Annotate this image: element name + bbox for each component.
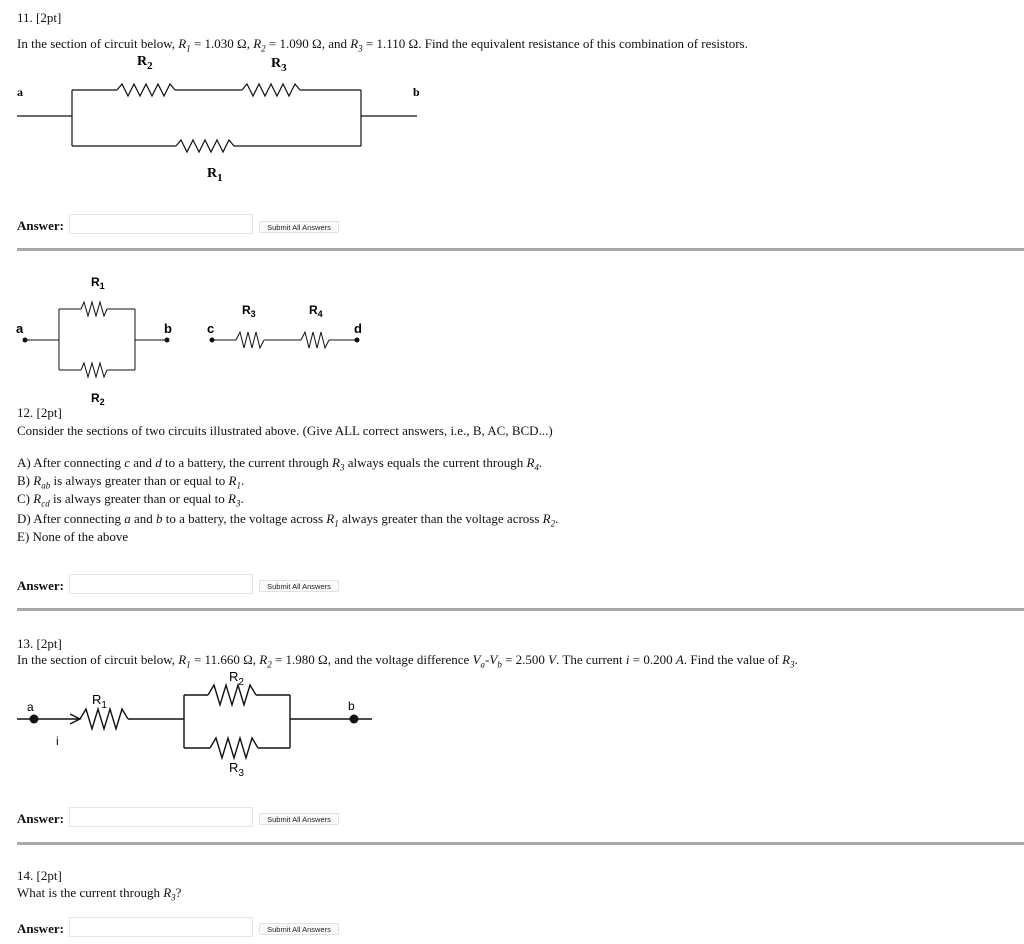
q12-label-r1: $R_1$: [91, 275, 105, 291]
divider-2: [17, 608, 1024, 611]
q13-label-a: a: [27, 700, 34, 714]
q11-submit-button[interactable]: Submit All Answers: [259, 221, 339, 233]
q13-header: 13. [2pt]: [17, 636, 62, 651]
q13-r1-value: 11.660: [204, 652, 240, 667]
q12-option-c: C) $R_{cd}$ is always greater than or equal to $R_3$.: [17, 491, 244, 509]
q11-label-r3: $R_3$: [271, 56, 287, 74]
q12-label-d: d: [354, 321, 362, 336]
q11-r1-value: 1.030: [204, 36, 234, 51]
q12-label-r3: $R_3$: [242, 303, 256, 319]
q13-label-r3: $R_3$: [229, 760, 244, 779]
q13-circuit-diagram: [0, 664, 400, 784]
q11-circuit-diagram: [0, 50, 440, 190]
q12-label-c: c: [207, 321, 215, 336]
divider-3: [17, 842, 1024, 845]
q12-option-a: A) After connecting c and d to a battery, the current through $R_3$ always equals the current through $R_4$.: [17, 455, 543, 473]
q12-option-e: E) None of the above: [17, 529, 129, 544]
q11-r2-value: 1.090: [279, 36, 309, 51]
q13-label-r1: $R_1$: [92, 692, 107, 711]
q12-answer-input[interactable]: [69, 574, 253, 594]
q12-text: Consider the sections of two circuits illustrated above. (Give ALL correct answers, i.e., B, AC, BCD...): [17, 423, 553, 438]
q11-label-r2: $R_2$: [137, 54, 153, 72]
q11-answer-input[interactable]: [69, 214, 253, 234]
q11-answer-label: Answer:: [17, 218, 64, 233]
q11-label-b: b: [413, 85, 420, 99]
q13-answer-input[interactable]: [69, 807, 253, 827]
q12-label-b: b: [164, 321, 172, 336]
q12-label-r4: $R_4$: [309, 303, 323, 319]
q11-label-a: a: [17, 85, 23, 99]
q12-label-a: a: [16, 321, 24, 336]
q13-submit-button[interactable]: Submit All Answers: [259, 813, 339, 825]
q13-r2-value: 1.980: [285, 652, 315, 667]
q12-option-d: D) After connecting a and b to a battery, the voltage across $R_1$ always greater than the voltage across $R_2$.: [17, 511, 559, 529]
q11-text: In the section of circuit below, $R_1 = 1.030$ Ω, $R_2 = 1.090$ Ω, and $R_3 = 1.110$ Ω. Find the equivalent resistance of this combination of resistors.: [17, 36, 748, 54]
divider-1: [17, 248, 1024, 251]
q13-current-value: 0.200: [643, 652, 673, 667]
q14-submit-button[interactable]: Submit All Answers: [259, 923, 339, 935]
q13-label-i: i: [56, 734, 59, 748]
q13-text: In the section of circuit below, $R_1 = 11.660$ Ω, $R_2 = 1.980$ Ω, and the voltage difference $V_a-V_b = 2.500$ V. The current i = 0.200 A. Find the value of $R_3$.: [17, 652, 798, 670]
q14-answer-label: Answer:: [17, 921, 64, 936]
q12-submit-button[interactable]: Submit All Answers: [259, 580, 339, 592]
q13-label-b: b: [348, 699, 355, 713]
q13-label-r2: $R_2$: [229, 669, 244, 688]
q11-r3-value: 1.110: [376, 36, 406, 51]
q14-text: What is the current through $R_3$?: [17, 885, 182, 903]
q11-label-r1: $R_1$: [207, 166, 223, 184]
q13-answer-label: Answer:: [17, 811, 64, 826]
q13-voltage-value: 2.500: [515, 652, 545, 667]
q14-answer-input[interactable]: [69, 917, 253, 937]
q12-answer-label: Answer:: [17, 578, 64, 593]
q12-option-b: B) $R_{ab}$ is always greater than or equal to $R_1$.: [17, 473, 245, 491]
q12-header: 12. [2pt]: [17, 405, 62, 420]
q12-label-r2: $R_2$: [91, 391, 105, 407]
q11-header: 11. [2pt]: [17, 10, 62, 25]
q12-circuit-diagram: [0, 262, 400, 412]
q14-header: 14. [2pt]: [17, 868, 62, 883]
